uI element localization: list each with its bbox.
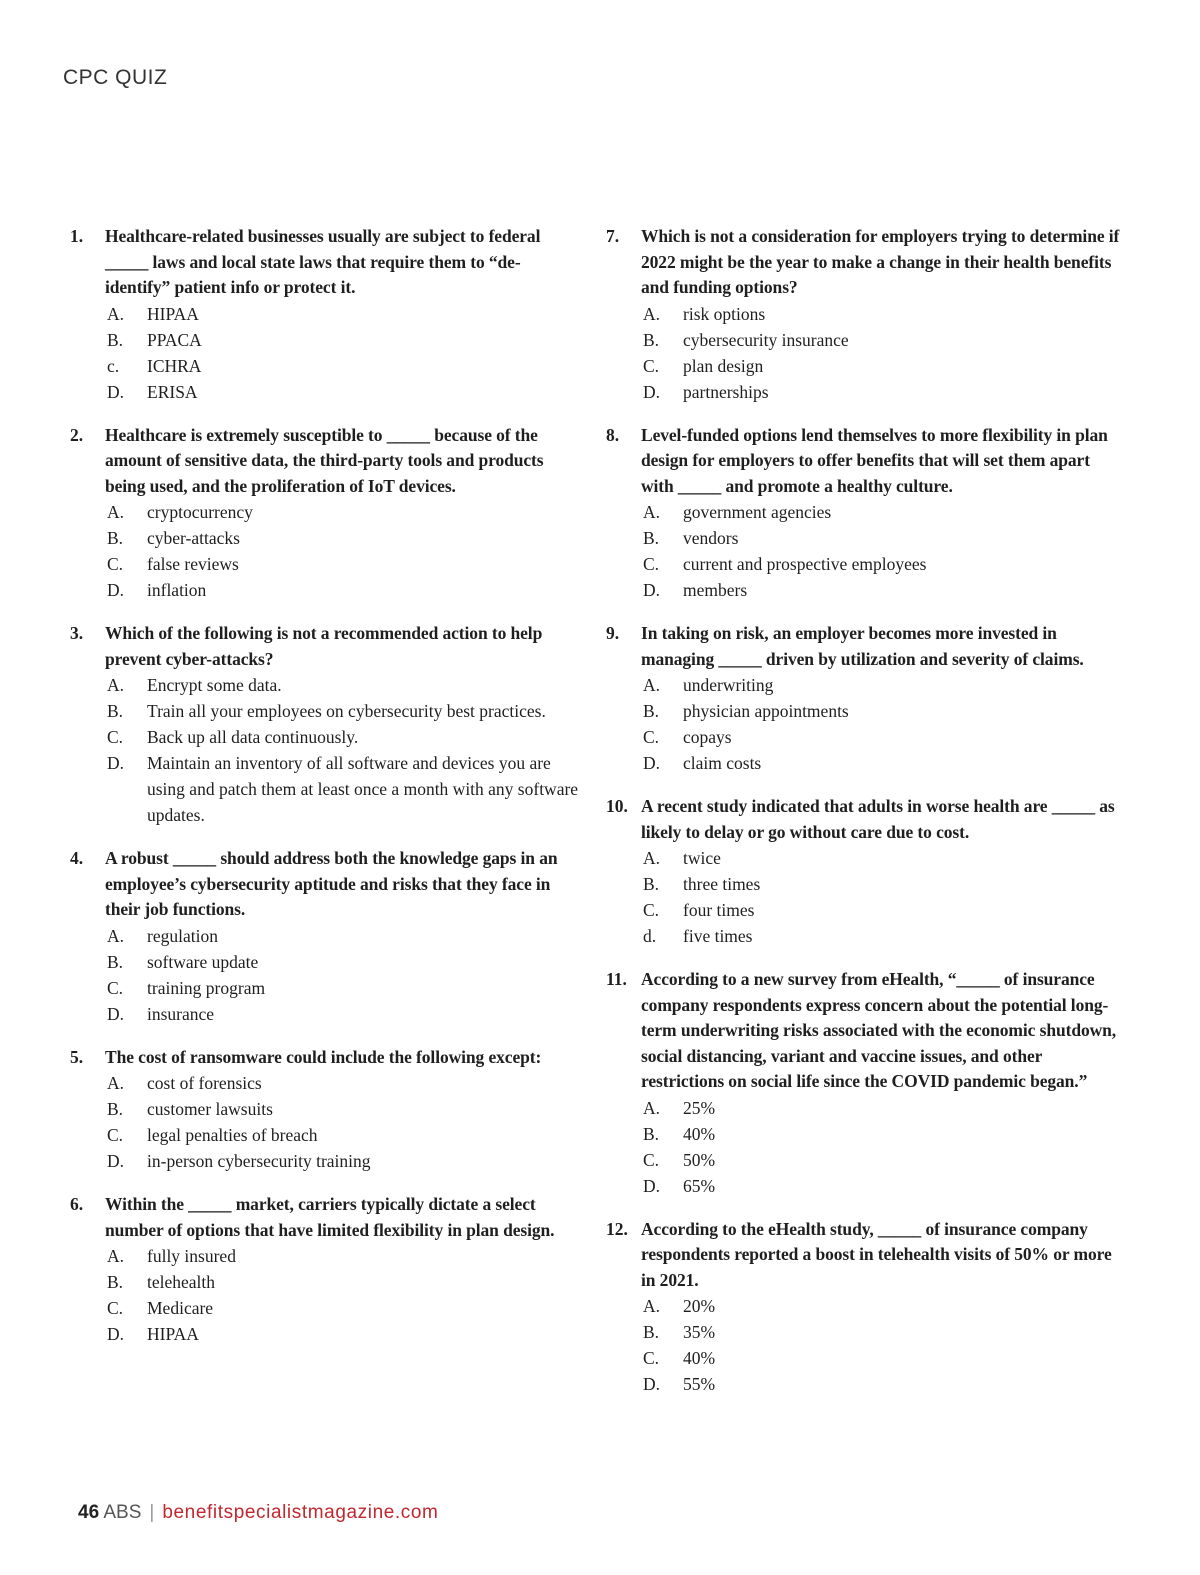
answer-option [641,551,1126,577]
question-8 [606,423,1126,604]
question-number: 6. [70,1194,84,1214]
option-label: D. [107,381,125,402]
option-label: B. [643,701,660,721]
answer-option [105,724,580,750]
answer-options [105,301,580,405]
option-label: c. [107,355,120,376]
option-text: 20% [683,1296,716,1316]
option-label: C. [107,977,124,998]
answer-option [105,327,580,353]
answer-option [105,1295,580,1321]
option-label: B. [643,1123,660,1144]
option-label: B. [643,874,660,894]
answer-option [105,672,580,698]
answer-option [641,499,1126,525]
option-label: A. [643,675,661,695]
answer-option [641,301,1126,327]
question-text: Which of the following is not a recommended action to help prevent cyber-attacks? [105,623,543,669]
answer-option [641,525,1126,551]
answer-option [641,923,1126,949]
option-label: D. [643,1374,661,1394]
option-label: D. [643,580,661,600]
question-text: Healthcare-related businesses usually are subject to federal _____ laws and local state laws that require them to “de-identify” patient info or protect it. [105,226,541,297]
option-label: C. [643,1348,660,1368]
answer-option [641,1121,1126,1147]
option-text: 25% [683,1097,716,1118]
option-label: C. [107,554,124,574]
question-text: The cost of ransomware could include the following except: [105,1046,542,1067]
option-label: C. [107,1298,124,1318]
question-number: 11. [606,969,627,989]
option-text: claim costs [683,753,762,773]
answer-options [641,301,1126,405]
option-text: HIPAA [147,1324,199,1344]
option-label: B. [643,1322,660,1342]
option-label: A. [107,502,125,522]
option-label: A. [107,303,125,324]
answer-option [641,672,1126,698]
question-text: A recent study indicated that adults in worse health are _____ as likely to delay or go without care due to cost. [641,796,1115,842]
option-text: cryptocurrency [147,502,253,522]
answer-options [641,845,1126,949]
answer-option [641,577,1126,603]
option-text: copays [683,727,732,747]
answer-option [105,923,580,949]
option-text: partnerships [683,381,769,402]
question-text: Healthcare is extremely susceptible to _____ because of the amount of sensitive data, the third-party tools and products being used, and the proliferation of IoT devices. [105,424,544,496]
publication-name: ABS [103,1502,142,1523]
answer-option [641,897,1126,923]
option-text: software update [147,951,259,972]
question-number: 4. [70,848,84,868]
answer-option [105,1070,580,1096]
option-label: C. [643,727,660,747]
option-text: cyber-attacks [147,528,240,548]
answer-options [641,499,1126,603]
option-label: D. [107,1324,125,1344]
answer-options [105,499,580,603]
question-5 [70,1045,580,1175]
answer-options [105,1243,580,1347]
option-label: d. [643,926,657,946]
answer-option [641,1345,1126,1371]
left-column [70,224,580,1365]
answer-options [105,1070,580,1174]
question-3 [70,621,580,828]
option-label: D. [643,381,661,402]
answer-option [641,327,1126,353]
answer-option [105,949,580,975]
option-label: A. [107,925,125,946]
answer-option [105,1001,580,1027]
option-label: B. [107,528,124,548]
question-9 [606,621,1126,776]
option-label: D. [643,753,661,773]
option-text: 50% [683,1149,716,1170]
option-label: B. [107,951,124,972]
option-text: inflation [147,580,207,600]
answer-option [105,1321,580,1347]
question-number: 3. [70,623,84,643]
option-label: A. [643,502,661,522]
option-text: twice [683,848,721,868]
question-number: 8. [606,424,620,445]
option-text: underwriting [683,675,774,695]
answer-option [105,1096,580,1122]
option-text: ERISA [147,381,198,402]
option-label: B. [643,528,660,548]
option-text: vendors [683,528,739,548]
answer-option [641,845,1126,871]
answer-option [105,1243,580,1269]
option-text: plan design [683,355,764,376]
question-number: 5. [70,1046,84,1067]
option-label: B. [107,1099,124,1119]
question-12 [606,1217,1126,1398]
answer-options [641,1293,1126,1397]
answer-option [105,975,580,1001]
option-label: C. [107,727,124,747]
page-number: 46 [78,1502,100,1523]
answer-option [641,379,1126,405]
option-text: cybersecurity insurance [683,329,849,350]
option-text: training program [147,977,266,998]
question-6 [70,1192,580,1347]
answer-options [641,1095,1126,1199]
answer-options [641,672,1126,776]
answer-options [105,923,580,1027]
option-text: 40% [683,1123,716,1144]
answer-option [105,1122,580,1148]
option-label: A. [643,848,661,868]
option-label: B. [107,329,124,350]
answer-option [105,1148,580,1174]
answer-option [641,698,1126,724]
option-text: members [683,580,748,600]
option-label: C. [107,1125,124,1145]
question-text: Level-funded options lend themselves to more flexibility in plan design for employers to offer benefits that will set them apart with _____ and promote a healthy culture. [641,424,1108,496]
question-10 [606,794,1126,949]
option-label: A. [107,1246,125,1266]
option-text: legal penalties of breach [147,1125,318,1145]
answer-option [641,1095,1126,1121]
option-text: insurance [147,1003,215,1024]
question-number: 7. [606,226,620,246]
option-label: D. [107,1003,125,1024]
answer-option [105,698,580,724]
option-text: customer lawsuits [147,1099,273,1119]
option-text: fully insured [147,1246,236,1266]
option-text: cost of forensics [147,1073,262,1093]
question-text: Which is not a consideration for employers trying to determine if 2022 might be the year to make a change in their health benefits and funding options? [641,226,1120,297]
answer-option [105,499,580,525]
question-text: A robust _____ should address both the knowledge gaps in an employee’s cybersecurity aptitude and risks that they face in their job functions. [105,848,558,919]
option-text: Train all your employees on cybersecurity best practices. [147,701,546,721]
question-text: According to the eHealth study, _____ of insurance company respondents reported a boost in telehealth visits of 50% or more in 2021. [641,1218,1112,1290]
page-header-title: CPC QUIZ [63,66,168,89]
answer-option [105,525,580,551]
answer-option [105,353,580,379]
option-text: false reviews [147,554,239,574]
option-label: B. [107,701,124,721]
option-label: A. [107,1073,125,1093]
option-text: four times [683,900,755,920]
option-label: C. [643,900,660,920]
option-label: A. [643,1296,661,1316]
option-text: risk options [683,303,766,324]
option-label: D. [107,580,125,600]
option-text: 40% [683,1348,716,1368]
option-label: A. [643,1097,661,1118]
option-label: D. [107,1151,125,1171]
question-number: 9. [606,623,620,643]
question-text: According to a new survey from eHealth, “_____ of insurance company respondents express concern about the potential long-term underwriting risks associated with the economic shutdown, social distancing, variant and vaccine issues, and other restrictions on social life since the COVID pandemic began.” [641,969,1117,1091]
option-text: current and prospective employees [683,554,927,574]
question-number: 2. [70,424,84,445]
option-text: ICHRA [147,355,202,376]
option-text: five times [683,926,753,946]
option-text: Medicare [147,1298,214,1318]
option-text: PPACA [147,329,202,350]
question-4 [70,846,580,1027]
question-7 [606,224,1126,405]
option-text: 55% [683,1374,716,1394]
option-label: C. [643,355,660,376]
question-number: 1. [70,226,84,246]
question-1 [70,224,580,405]
answer-option [105,551,580,577]
answer-option [641,871,1126,897]
option-text: 35% [683,1322,716,1342]
question-text: Within the _____ market, carriers typically dictate a select number of options that have limited flexibility in plan design. [105,1194,555,1240]
website-link[interactable]: benefitspecialistmagazine.com [162,1502,439,1523]
option-label: C. [643,1149,660,1170]
option-text: regulation [147,925,218,946]
answer-option [641,353,1126,379]
answer-option [641,1147,1126,1173]
answer-option [105,1269,580,1295]
answer-option [641,724,1126,750]
question-11 [606,967,1126,1199]
option-text: Back up all data continuously. [147,727,359,747]
option-label: D. [107,753,125,773]
option-text: government agencies [683,502,832,522]
answer-option [641,1319,1126,1345]
option-label: A. [643,303,661,324]
answer-option [641,1371,1126,1397]
option-text: in-person cybersecurity training [147,1151,371,1171]
answer-option [105,379,580,405]
answer-option [641,750,1126,776]
option-label: C. [643,554,660,574]
option-label: D. [643,1175,661,1196]
option-text: 65% [683,1175,716,1196]
option-text: telehealth [147,1272,216,1292]
question-number: 10. [606,796,628,816]
option-text: HIPAA [147,303,199,324]
option-text: three times [683,874,761,894]
page-footer [78,1502,439,1524]
right-column [606,224,1126,1415]
question-2 [70,423,580,604]
answer-option [105,301,580,327]
answer-option [641,1173,1126,1199]
option-text: physician appointments [683,701,849,721]
answer-option [105,750,580,828]
question-number: 12. [606,1218,628,1239]
option-label: A. [107,675,125,695]
option-label: B. [643,329,660,350]
question-text: In taking on risk, an employer becomes more invested in managing _____ driven by utilization and severity of claims. [641,623,1084,669]
answer-option [641,1293,1126,1319]
option-label: B. [107,1272,124,1292]
footer-separator: | [149,1502,155,1523]
answer-options [105,672,580,828]
answer-option [105,577,580,603]
option-text: Encrypt some data. [147,675,282,695]
option-text: Maintain an inventory of all software and devices you are using and patch them at least once a month with any software updates. [147,753,579,825]
